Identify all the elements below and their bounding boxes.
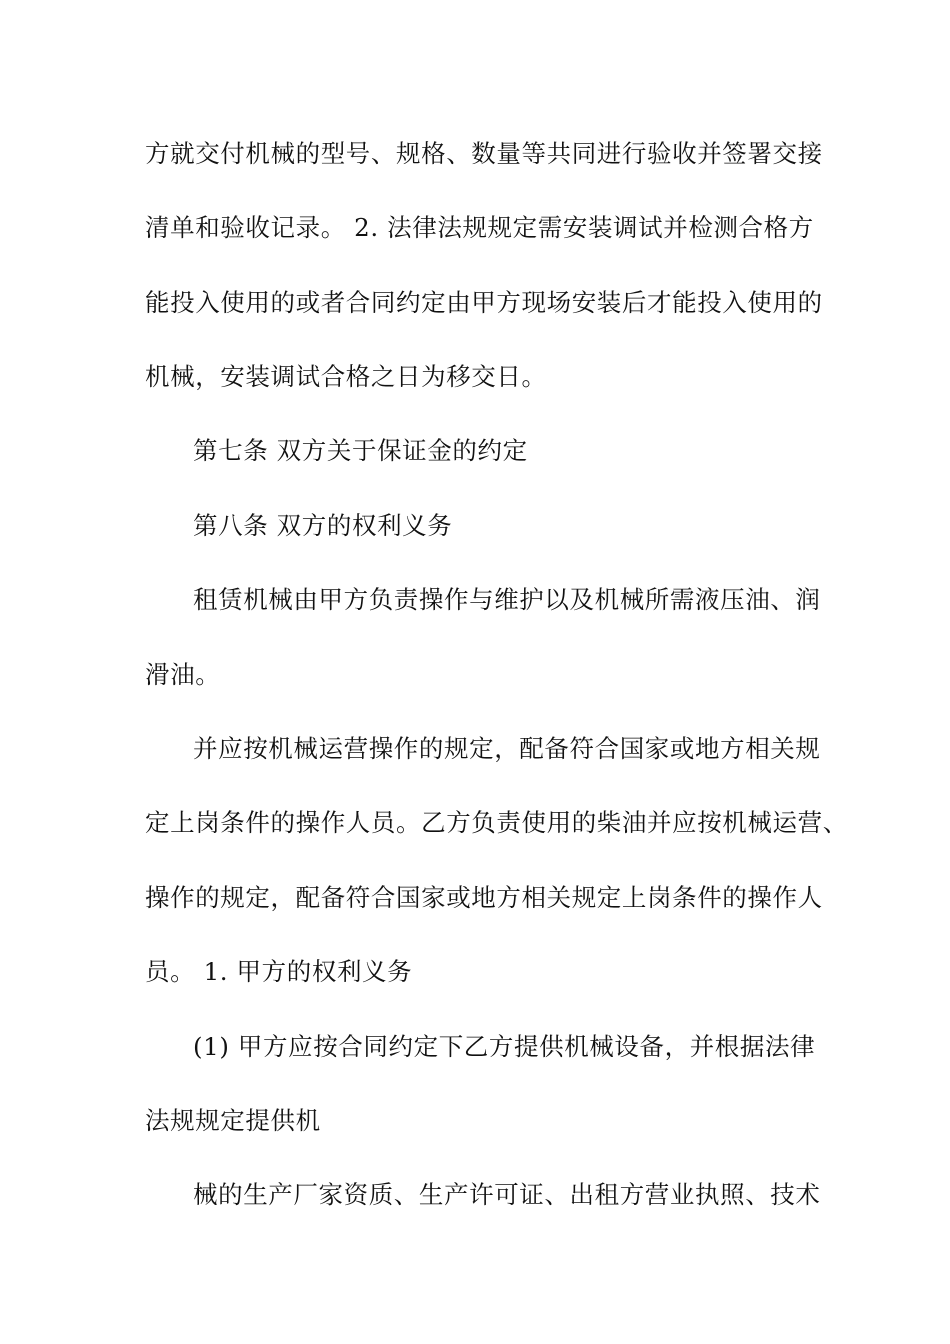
text-line: 定上岗条件的操作人员。乙方负责使用的柴油并应按机械运营、 [145,808,848,837]
paragraph-start: 租赁机械由甲方负责操作与维护以及机械所需液压油、润 [193,585,821,614]
text-line: 操作的规定，配备符合国家或地方相关规定上岗条件的操作人 [145,883,823,912]
paragraph-start: (1) 甲方应按合同约定下乙方提供机械设备，并根据法律 [193,1032,816,1061]
text-line: 机械，安装调试合格之日为移交日。 [145,362,547,391]
article-heading: 第七条 双方关于保证金的约定 [193,436,528,465]
article-heading: 第八条 双方的权利义务 [193,511,453,540]
text-line: 员。 1. 甲方的权利义务 [145,957,413,986]
text-line: 方就交付机械的型号、规格、数量等共同进行验收并签署交接 [145,139,823,168]
paragraph-start: 并应按机械运营操作的规定，配备符合国家或地方相关规 [193,734,821,763]
text-line: 滑油。 [145,660,221,689]
paragraph-start: 械的生产厂家资质、生产许可证、出租方营业执照、技术 [193,1180,821,1209]
text-line: 清单和验收记录。 2. 法律法规规定需安装调试并检测合格方 [145,213,814,242]
text-line: 能投入使用的或者合同约定由甲方现场安装后才能投入使用的 [145,288,823,317]
text-line: 法规规定提供机 [145,1106,321,1135]
